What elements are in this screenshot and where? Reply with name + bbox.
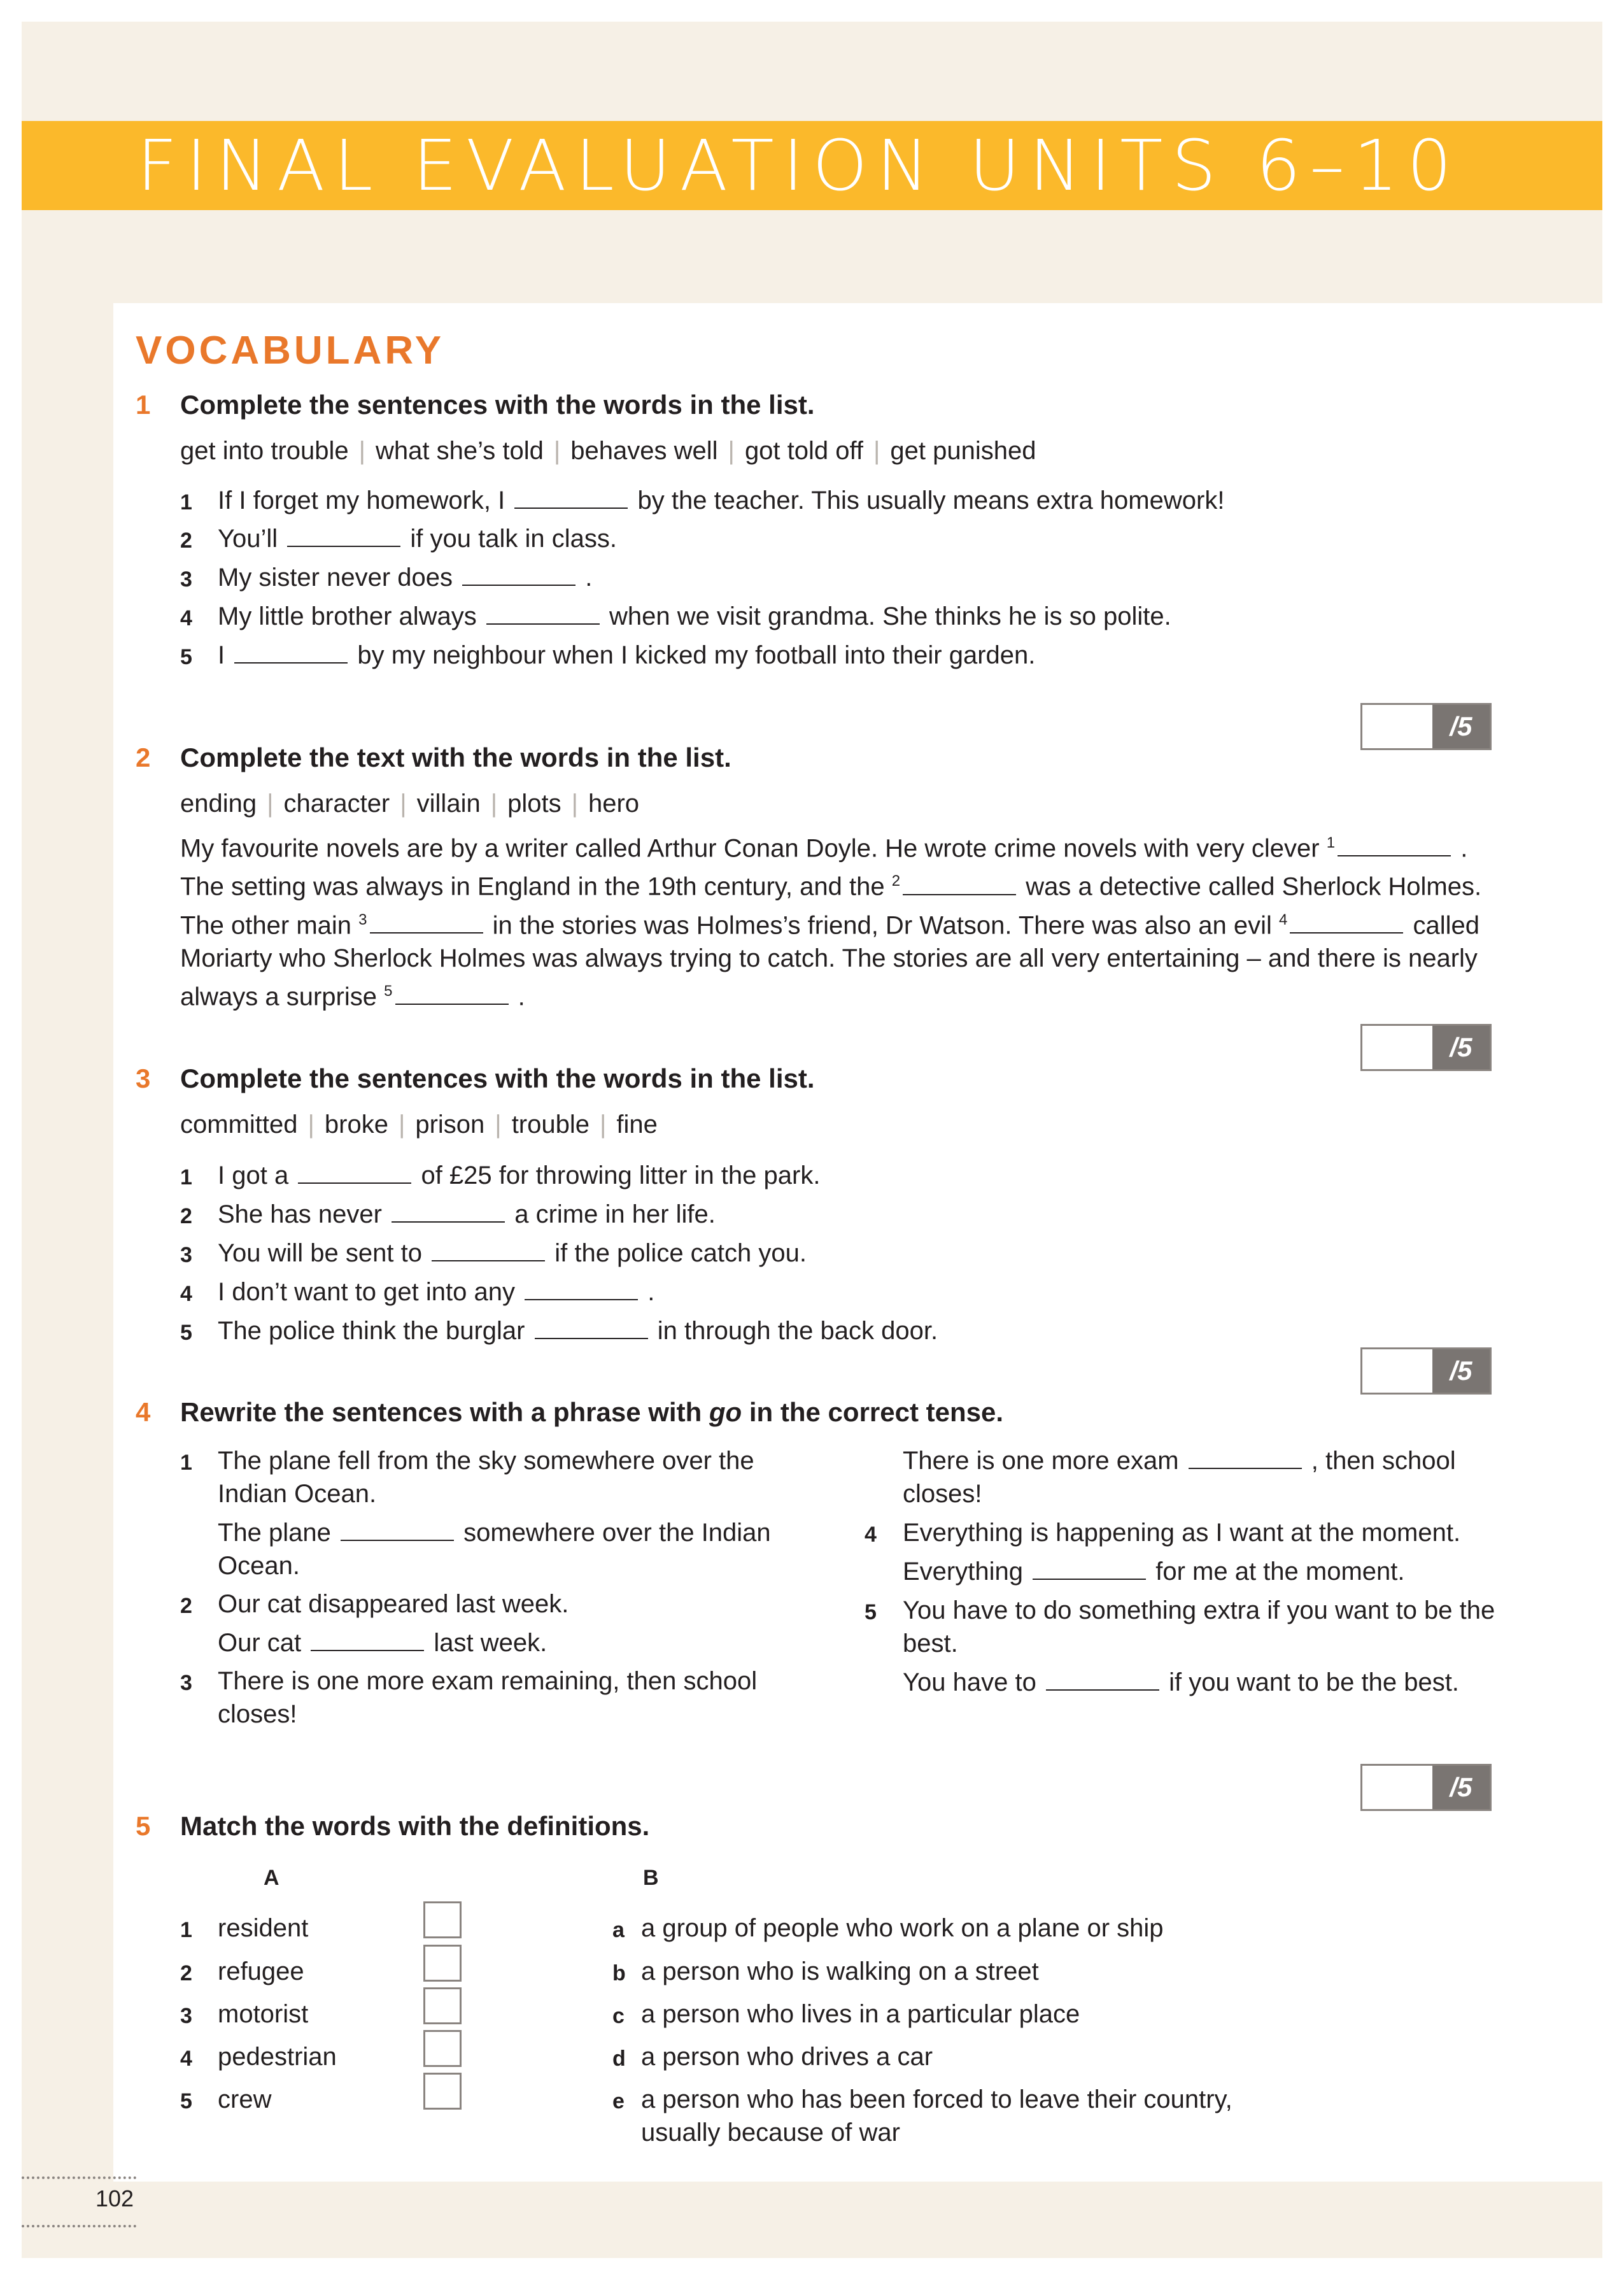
definition: a person who is walking on a street xyxy=(641,1957,1039,1985)
answer-blank[interactable] xyxy=(1290,913,1403,934)
rewrite-line: The plane somewhere over the Indian xyxy=(218,1519,771,1547)
exercise-number: 4 xyxy=(136,1397,151,1427)
sentence: Our cat disappeared last week. xyxy=(218,1590,569,1618)
score-box[interactable] xyxy=(1360,703,1492,750)
exercise-number: 2 xyxy=(136,742,151,772)
sentence: You have to do something extra if you want to be the xyxy=(903,1596,1495,1624)
definition: a group of people who work on a plane or ship xyxy=(641,1914,1164,1942)
score-label: /5 xyxy=(1432,1026,1490,1069)
corner-decoration xyxy=(1464,255,1617,312)
score-box[interactable] xyxy=(1360,1764,1492,1811)
answer-blank[interactable] xyxy=(525,1280,638,1300)
answer-blank[interactable] xyxy=(298,1163,411,1184)
item-number: 4 xyxy=(865,1523,877,1547)
rewrite-line: Ocean. xyxy=(218,1552,300,1580)
score-label: /5 xyxy=(1432,705,1490,748)
word-item: fine xyxy=(616,1111,658,1139)
answer-blank[interactable] xyxy=(1033,1559,1146,1580)
column-a-header: A xyxy=(264,1866,279,1890)
word-item: ending xyxy=(180,790,257,818)
sentence: I got a of £25 for throwing litter in the park. xyxy=(218,1161,821,1189)
exercise-instruction: Complete the text with the words in the list. xyxy=(180,742,731,772)
definition-letter: c xyxy=(612,2004,625,2028)
answer-blank[interactable] xyxy=(341,1521,454,1541)
sentence: She has never a crime in her life. xyxy=(218,1200,716,1228)
answer-blank[interactable] xyxy=(1046,1670,1159,1691)
item-number: 4 xyxy=(180,606,192,630)
sentence: The police think the burglar in through the back door. xyxy=(218,1317,938,1345)
item-number: 1 xyxy=(180,1918,192,1942)
word-list: get into trouble | what she’s told | behaves well | got told off | get punished xyxy=(180,437,1036,465)
word-list: committed | broke | prison | trouble | fine xyxy=(180,1111,658,1139)
sentence: Everything is happening as I want at the moment. xyxy=(903,1519,1461,1547)
word-item: get into trouble xyxy=(180,437,349,465)
definition-letter: b xyxy=(612,1961,626,1985)
answer-blank[interactable] xyxy=(1338,836,1451,856)
score-box[interactable] xyxy=(1360,1024,1492,1071)
sentence: best. xyxy=(903,1629,958,1658)
match-word: motorist xyxy=(218,2000,309,2028)
score-label: /5 xyxy=(1432,1349,1490,1393)
exercise-instruction: Match the words with the definitions. xyxy=(180,1811,650,1841)
sentence: Indian Ocean. xyxy=(218,1480,377,1508)
match-word: refugee xyxy=(218,1957,304,1985)
answer-blank[interactable] xyxy=(1189,1449,1302,1469)
item-number: 5 xyxy=(180,2089,192,2113)
answer-blank[interactable] xyxy=(234,643,348,664)
page-number: 102 xyxy=(95,2185,134,2212)
match-word: pedestrian xyxy=(218,2043,337,2071)
word-item: got told off xyxy=(744,437,864,465)
item-number: 5 xyxy=(180,1321,192,1345)
exercise-instruction: Complete the sentences with the words in the list. xyxy=(180,1063,815,1093)
section-title: VOCABULARY xyxy=(136,329,445,373)
word-item: prison xyxy=(415,1111,485,1139)
rewrite-line: closes! xyxy=(903,1480,982,1508)
word-item: hero xyxy=(588,790,640,818)
item-number: 1 xyxy=(180,1451,192,1475)
sentence: You will be sent to if the police catch you. xyxy=(218,1239,807,1267)
item-number: 2 xyxy=(180,1594,192,1618)
definition-letter: a xyxy=(612,1918,625,1942)
item-number: 1 xyxy=(180,1165,192,1189)
word-list: ending | character | villain | plots | hero xyxy=(180,790,640,818)
answer-blank[interactable] xyxy=(395,984,509,1005)
word-item: behaves well xyxy=(570,437,718,465)
answer-blank[interactable] xyxy=(311,1631,424,1651)
word-item: character xyxy=(283,790,390,818)
item-number: 3 xyxy=(180,567,192,592)
answer-blank[interactable] xyxy=(486,604,600,625)
sentence: There is one more exam remaining, then school xyxy=(218,1667,758,1695)
sentence: closes! xyxy=(218,1700,297,1728)
sentence: I don’t want to get into any . xyxy=(218,1278,655,1306)
exercise-instruction: Complete the sentences with the words in the list. xyxy=(180,390,815,420)
definition: a person who lives in a particular place xyxy=(641,2000,1080,2028)
word-item: plots xyxy=(507,790,561,818)
answer-checkbox[interactable] xyxy=(423,1945,462,1982)
answer-blank[interactable] xyxy=(535,1319,648,1339)
item-number: 1 xyxy=(180,490,192,515)
rewrite-line: Everything for me at the moment. xyxy=(903,1558,1405,1586)
answer-checkbox[interactable] xyxy=(423,2030,462,2067)
item-number: 4 xyxy=(180,1282,192,1306)
column-b-header: B xyxy=(643,1866,659,1890)
definition: a person who drives a car xyxy=(641,2043,933,2071)
definition: a person who has been forced to leave their country, xyxy=(641,2085,1232,2113)
item-number: 2 xyxy=(180,529,192,553)
item-number: 3 xyxy=(180,1671,192,1695)
rewrite-line: You have to if you want to be the best. xyxy=(903,1668,1459,1696)
answer-blank[interactable] xyxy=(370,913,483,934)
answer-blank[interactable] xyxy=(462,565,575,586)
sentence: You’ll if you talk in class. xyxy=(218,525,617,553)
word-item: committed xyxy=(180,1111,298,1139)
word-item: what she’s told xyxy=(376,437,544,465)
exercise-instruction: Rewrite the sentences with a phrase with go in the correct tense. xyxy=(180,1397,1004,1427)
item-number: 5 xyxy=(180,645,192,669)
word-item: get punished xyxy=(890,437,1036,465)
answer-checkbox[interactable] xyxy=(423,1901,462,1938)
word-item: trouble xyxy=(511,1111,590,1139)
rewrite-line: Our cat last week. xyxy=(218,1629,547,1657)
match-word: crew xyxy=(218,2085,272,2113)
sentence: I by my neighbour when I kicked my football into their garden. xyxy=(218,641,1036,669)
answer-checkbox[interactable] xyxy=(423,2073,462,2110)
answer-blank[interactable] xyxy=(903,875,1016,895)
item-number: 4 xyxy=(180,2047,192,2071)
answer-blank[interactable] xyxy=(287,527,400,547)
definition: usually because of war xyxy=(641,2119,900,2147)
divider xyxy=(22,2176,136,2179)
exercise-number: 1 xyxy=(136,390,151,420)
item-number: 3 xyxy=(180,2004,192,2028)
sentence: If I forget my homework, I by the teacher. This usually means extra homework! xyxy=(218,486,1225,515)
answer-blank[interactable] xyxy=(392,1202,505,1223)
definition-letter: e xyxy=(612,2089,625,2113)
match-word: resident xyxy=(218,1914,309,1942)
item-number: 2 xyxy=(180,1961,192,1985)
definition-letter: d xyxy=(612,2047,626,2071)
rewrite-line: There is one more exam , then school xyxy=(903,1447,1456,1475)
score-box[interactable] xyxy=(1360,1347,1492,1395)
divider xyxy=(22,2225,136,2227)
item-number: 2 xyxy=(180,1204,192,1228)
sentence: My little brother always when we visit grandma. She thinks he is so polite. xyxy=(218,602,1171,630)
cloze-text: My favourite novels are by a writer called Arthur Conan Doyle. He wrote crime novels with very clever $^1$ . The setting was always in England in the 19th century, and the $^2$ was a detective called Sherlock Holmes. The other main $^3$ in the stories was Holmes’s friend, Dr Watson. There was also an evil $^4$ called Moriarty who Sherlock Holmes was always trying to catch. The stories are all very entertaining – and there is nearly always a surprise $^5$ . xyxy=(180,834,1482,1011)
item-number: 3 xyxy=(180,1243,192,1267)
answer-blank[interactable] xyxy=(514,488,628,509)
item-number: 5 xyxy=(865,1600,877,1624)
exercise-number: 5 xyxy=(136,1811,151,1841)
answer-checkbox[interactable] xyxy=(423,1987,462,2024)
answer-blank[interactable] xyxy=(432,1241,545,1261)
sentence: My sister never does . xyxy=(218,564,593,592)
score-label: /5 xyxy=(1432,1766,1490,1809)
word-item: villain xyxy=(416,790,481,818)
word-item: broke xyxy=(324,1111,388,1139)
page-title: FINAL EVALUATION UNITS 6–10 xyxy=(137,125,1461,206)
sentence: The plane fell from the sky somewhere over the xyxy=(218,1447,754,1475)
exercise-number: 3 xyxy=(136,1063,151,1093)
